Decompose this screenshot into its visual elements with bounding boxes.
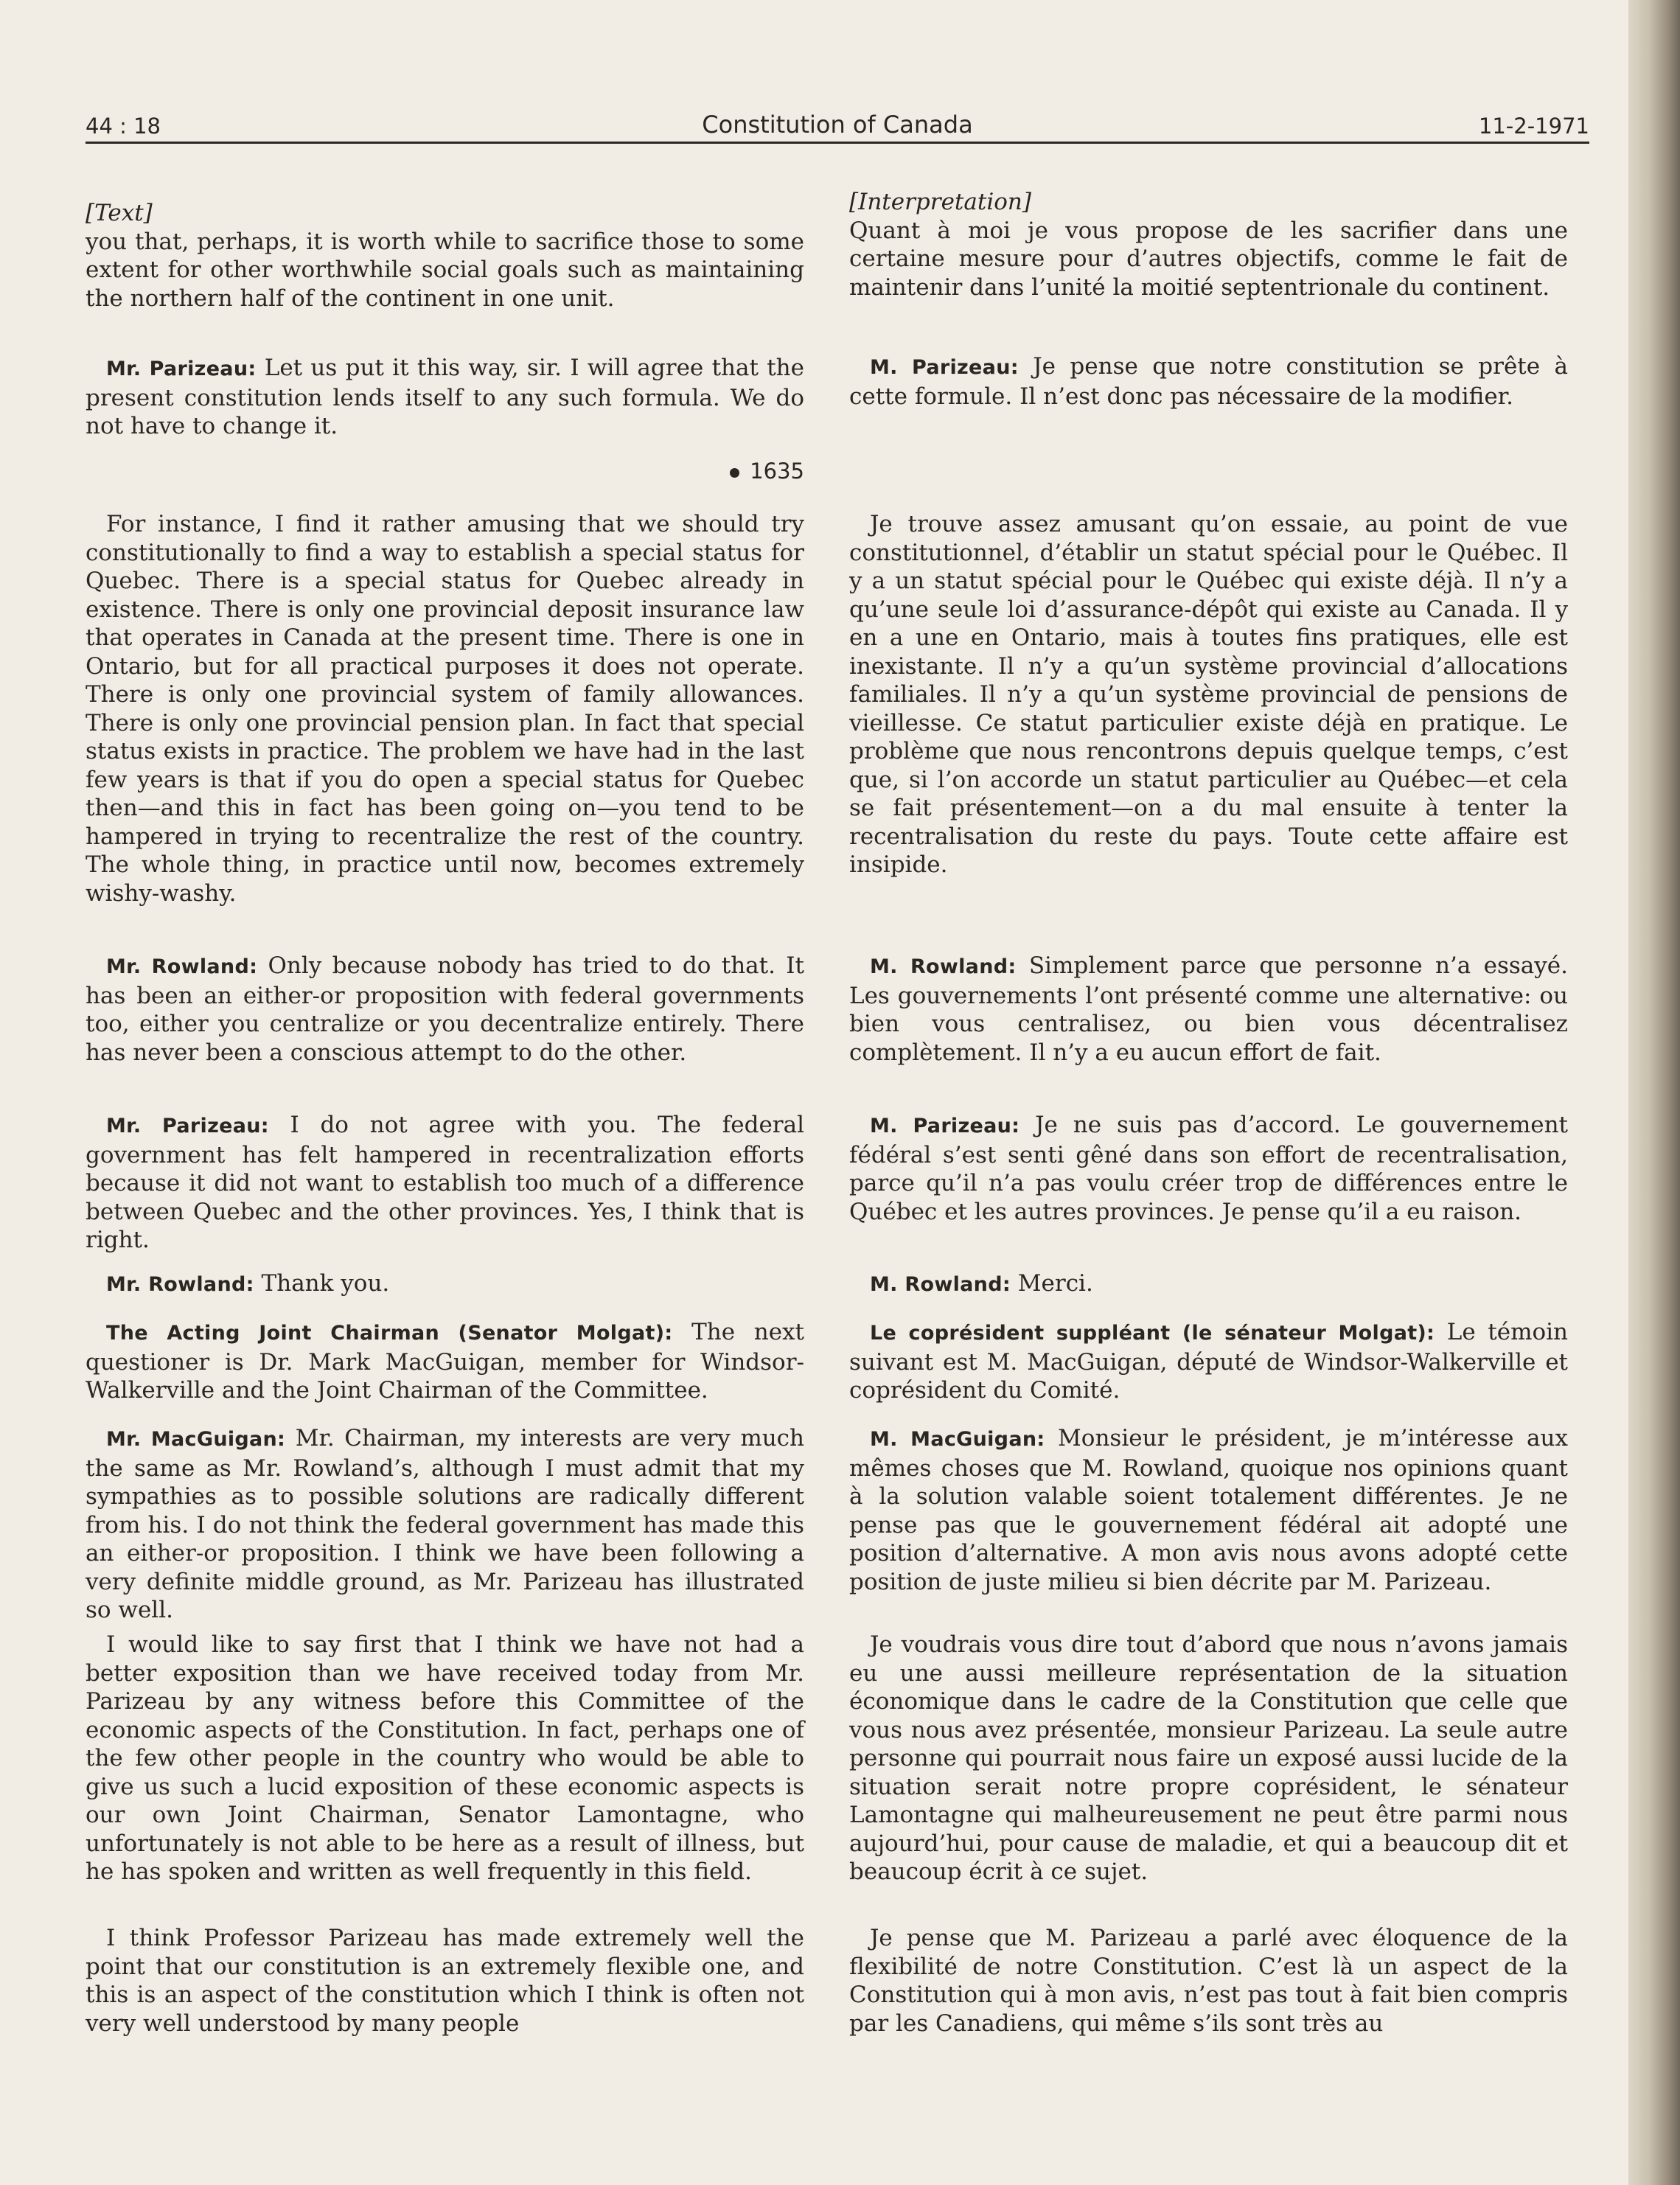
text-label: [Text] [86,200,153,226]
paragraph: The Acting Joint Chairman (Senator Molgat): The next questioner is Dr. Mark MacGuigan, member for Windsor-Walkerville and the Joint Chairman of the Committee. [86,1319,804,1404]
paragraph: Mr. Rowland: Thank you. [106,1270,390,1297]
paragraph: M. Parizeau: Je pense que notre constitution se prête à cette formule. Il n’est donc pas nécessaire de la modifier. [849,353,1568,410]
paragraph: Je trouve assez amusant qu’on essaie, au point de vue constitutionnel, d’établir un statut spécial pour le Québec. Il y a un statut spécial pour le Québec qui existe déjà. Il n’y a qu’une seule loi d’assurance-dépôt qui existe au Canada. Il y en a une en Ontario, mais à toutes fins pratiques, elle est inexistante. Il n’y a qu’un système provincial d’allocations familiales. Il n’y a qu’un système provincial de pensions de vieillesse. Ce statut particulier existe déjà en pratique. Le problème que nous rencontrons depuis quelque temps, c’est que, si l’on accorde un statut particulier au Québec—et cela se fait présentement—on a du mal ensuite à tenter la recentralisation du reste du pays. Toute cette affaire est insipide. [849,511,1568,878]
paragraph: Mr. Rowland: Only because nobody has tried to do that. It has been an either-or proposition with federal governments too, either you centralize or you decentralize entirely. There has never been a conscious attempt to do the other. [86,952,804,1066]
paragraph: M. Parizeau: Je ne suis pas d’accord. Le gouvernement fédéral s’est senti gêné dans son effort de recentralisation, parce qu’il n’a pas voulu créer trop de différences entre le Québec et les autres provinces. Je pense qu’il a eu raison. [849,1112,1568,1225]
speaker-name: M. MacGuigan: [870,1428,1045,1451]
page-binding-edge [1628,0,1680,2185]
paragraph: I would like to say first that I think we have not had a better exposition than we have received today from Mr. Parizeau by any witness before this Committee of the economic aspects of the Constitution. In fact, perhaps one of the few other people in the country who would be able to give us such a lucid exposition of these economic aspects is our own Joint Chairman, Senator Lamontagne, who unfortunately is not able to be here as a result of illness, but he has spoken and written as well frequently in this field. [86,1631,804,1885]
interpretation-label: [Interpretation] [849,189,1031,215]
sitting-date: 11-2-1971 [1478,114,1589,139]
paragraph: [Text] you that, perhaps, it is worth while to sacrifice those to some extent for other worthwhile social goals such as maintaining the northern half of the continent in one unit. [86,200,804,312]
speaker-name: Mr. Rowland: [106,955,258,978]
speaker-name: M. Parizeau: [870,356,1019,379]
paragraph: M. MacGuigan: Monsieur le président, je m’intéresse aux mêmes choses que M. Rowland, quoique nos opinions quant à la solution valable soient totalement différentes. Je ne pense pas que le gouvernement fédéral ait adopté une position d’alternative. A mon avis nous avons adopté cette position de juste milieu si bien décrite par M. Parizeau. [849,1425,1568,1595]
speaker-name: M. Parizeau: [870,1115,1020,1137]
paragraph: M. Rowland: Simplement parce que personne n’a essayé. Les gouvernements l’ont présenté comme une alternative: ou bien vous centralisez, ou bien vous décentralisez complètement. Il n’y a eu aucun effort de fait. [849,952,1568,1066]
speaker-name: The Acting Joint Chairman (Senator Molgat): [106,1322,673,1345]
paragraph: M. Rowland: Merci. [870,1270,1093,1297]
time-marker: 1635 [86,457,804,486]
paragraph: Mr. Parizeau: I do not agree with you. The federal government has felt hampered in recentralization efforts because it did not want to establish too much of a difference between Quebec and the other provinces. Yes, I think that is right. [86,1112,805,1253]
bullet-icon [730,468,739,478]
paragraph: Le coprésident suppléant (le sénateur Molgat): Le témoin suivant est M. MacGuigan, député de Windsor-Walkerville et coprésident du Comité. [849,1319,1569,1404]
speaker-name: M. Rowland: [870,1273,1011,1296]
speaker-name: Mr. Parizeau: [106,1115,269,1137]
paragraph: Mr. Parizeau: Let us put it this way, sir. I will agree that the present constitution lends itself to any such formula. We do not have to change it. [86,355,804,439]
paragraph: For instance, I find it rather amusing that we should try constitutionally to find a way to establish a special status for Quebec. There is a special status for Quebec already in existence. There is only one provincial deposit insurance law that operates in Canada at the present time. There is one in Ontario, but for all practical purposes it does not operate. There is only one provincial system of family allowances. There is only one provincial pension plan. In fact that special status exists in practice. The problem we have had in the last few years is that if you do open a special status for Quebec then—and this in fact has been going on—you tend to be hampered in trying to recentralize the rest of the country. The whole thing, in practice until now, becomes extremely wishy-washy. [86,511,804,907]
publication-title: Constitution of Canada [702,111,973,139]
speaker-name: Mr. Parizeau: [106,358,257,380]
speaker-name: Le coprésident suppléant (le sénateur Molgat): [870,1322,1435,1345]
speaker-name: M. Rowland: [870,955,1017,978]
page-number: 44 : 18 [86,114,161,139]
paragraph: I think Professor Parizeau has made extremely well the point that our constitution is an extremely flexible one, and this is an aspect of the constitution which I think is often not very well understood by many people [86,1925,804,2037]
paragraph: Je voudrais vous dire tout d’abord que nous n’avons jamais eu une aussi meilleure représentation de la situation économique dans le cadre de la Constitution que celle que vous nous avez présentée, monsieur Parizeau. La seule autre personne qui pourrait nous faire un exposé aussi lucide de la situation serait notre propre coprésident, le sénateur Lamontagne qui malheureusement ne peut être parmi nous aujourd’hui, pour cause de maladie, et qui a beaucoup dit et beaucoup écrit à ce sujet. [849,1631,1568,1885]
paragraph: Mr. MacGuigan: Mr. Chairman, my interests are very much the same as Mr. Rowland’s, although I must admit that my sympathies as to possible solutions are radically different from his. I do not think the federal government has made this an either-or proposition. I think we have been following a very definite middle ground, as Mr. Parizeau has illustrated so well. [86,1425,805,1623]
running-header [86,105,1589,144]
speaker-name: Mr. Rowland: [106,1273,254,1296]
paragraph: Je pense que M. Parizeau a parlé avec éloquence de la flexibilité de notre Constitution. C’est là un aspect de la Constitution qui à mon avis, n’est pas tout à fait bien compris par les Canadiens, qui même s’ils sont très au [849,1925,1568,2037]
speaker-name: Mr. MacGuigan: [106,1428,286,1451]
paragraph: [Interpretation] Quant à moi je vous propose de les sacrifier dans une certaine mesure pour d’autres objectifs, comme le fait de maintenir dans l’unité la moitié septentrionale du continent. [849,189,1568,301]
